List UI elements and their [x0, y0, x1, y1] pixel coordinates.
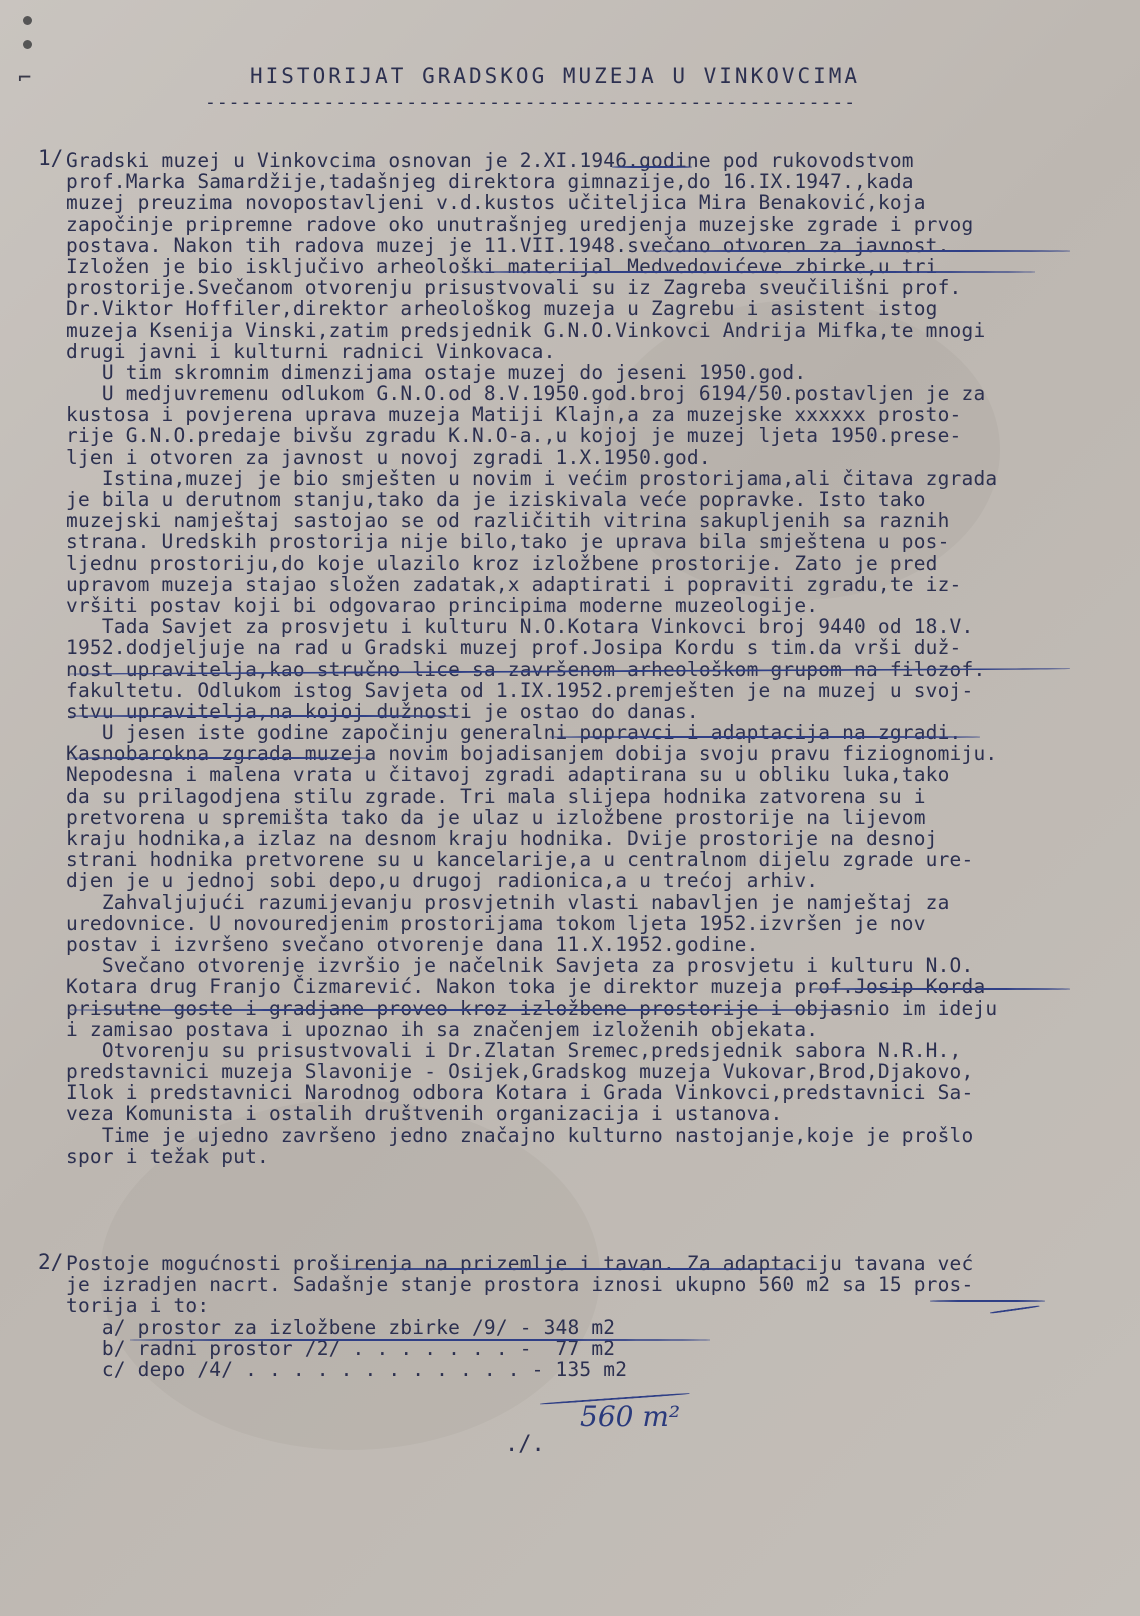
title-underline: ------------------------------------------------------- — [205, 92, 857, 113]
typed-line: Svečano otvorenje izvršio je načelnik Savjeta za prosvjetu i kulturu N.O. — [66, 954, 974, 978]
typed-line: U tim skromnim dimenzijama ostaje muzej do jeseni 1950.god. — [66, 360, 807, 384]
typed-line: muzejski namještaj sastojao se od različitih vitrina sakupljenih sa raznih — [66, 509, 950, 533]
typed-line: fakultetu. Odlukom istog Savjeta od 1.IX.1952.premješten je na muzej u svoj- — [66, 678, 974, 702]
pen-underline — [70, 715, 460, 717]
typed-line: ljen i otvoren za javnost u novoj zgradi 1.X.1950.god. — [66, 445, 711, 469]
document-title: HISTORIJAT GRADSKOG MUZEJA U VINKOVCIMA — [250, 64, 861, 88]
typed-line: ljednu prostoriju,do koje ulazilo kroz izložbene prostorije. Zato je pred — [66, 551, 938, 575]
typed-line: rije G.N.O.predaje bivšu zgradu K.N.O-a.,u kojoj je muzej ljeta 1950.prese- — [66, 424, 962, 448]
section-2-body — [66, 1253, 973, 1317]
pen-underline — [460, 271, 1035, 273]
typed-line: Izložen je bio isključivo arheološki materijal Medvedovićeve zbirke,u tri — [66, 254, 938, 278]
typed-line: pretvorena u spremišta tako da je ulaz u izložbene prostorije na lijevom — [66, 805, 926, 829]
typed-line: veza Komunista i ostalih društvenih organizacija i ustanova. — [66, 1102, 783, 1126]
pen-underline — [990, 1305, 1040, 1314]
space-breakdown-list — [66, 1317, 627, 1381]
typed-line: je izradjen nacrt. Sadašnje stanje prostora iznosi ukupno 560 m2 sa 15 pros- — [66, 1273, 974, 1297]
pen-underline — [810, 988, 1070, 990]
typed-line: nost upravitelja,kao stručno lice sa završenom arheološkom grupom na filozof. — [66, 657, 986, 681]
typed-line: predstavnici muzeja Slavonije - Osijek,Gradskog muzeja Vukovar,Brod,Djakovo, — [66, 1060, 974, 1084]
typed-line: Gradski muzej u Vinkovcima osnovan je 2.XI.1946.godine pod rukovodstvom — [66, 149, 914, 172]
typed-line: Kotara drug Franjo Čizmarević. Nakon toka je direktor muzeja prof.Josip Korda — [66, 975, 986, 999]
punch-hole-icon — [23, 40, 32, 49]
typed-line: započinje pripremne radove oko unutrašnjeg uredjenja muzejske zgrade i prvog — [66, 212, 974, 236]
typed-line: b/ radni prostor /2/ . . . . . . . - 77 m2 — [66, 1337, 616, 1361]
typed-line: Time je ujedno završeno jedno značajno kulturno nastojanje,koje je prošlo — [66, 1123, 974, 1147]
typed-line: U medjuvremenu odlukom G.N.O.od 8.V.1950.god.broj 6194/50.postavljen je za — [66, 382, 986, 406]
typed-line: vršiti postav koji bi odgovarao principima moderne muzeologije. — [66, 593, 819, 617]
typed-line: prof.Marka Samardžije,tadašnjeg direktora gimnazije,do 16.IX.1947.,kada — [66, 170, 914, 194]
pen-underline — [70, 757, 370, 759]
margin-mark: ⌐ — [18, 66, 32, 91]
pen-underline — [612, 166, 692, 168]
typed-line: a/ prostor za izložbene zbirke /9/ - 348 m2 — [66, 1316, 616, 1339]
pen-underline — [930, 1300, 1045, 1302]
pen-underline — [645, 250, 1070, 252]
typed-line: Dr.Viktor Hoffiler,direktor arheološkog muzeja u Zagrebu i asistent istog — [66, 297, 938, 321]
typed-line: upravom muzeja stajao složen zadatak,x adaptirati i popraviti zgradu,te iz- — [66, 572, 962, 596]
typed-line: je bila u derutnom stanju,tako da je iziskivala veće popravke. Isto tako — [66, 488, 926, 511]
typed-line: strani hodnika pretvorene su u kancelarije,a u centralnom dijelu zgrade ure- — [66, 848, 974, 872]
typed-line: Tada Savjet za prosvjetu i kulturu N.O.Kotara Vinkovci broj 9440 od 18.V. — [66, 615, 974, 639]
handwritten-total: 560 m² — [580, 1400, 681, 1433]
section-1-body — [66, 150, 997, 1167]
typed-line: i zamisao postava i upoznao ih sa značenjem izloženih objekata. — [66, 1017, 819, 1041]
typed-line: uredovnice. U novouredjenim prostorijama tokom ljeta 1952.izvršen je nov — [66, 911, 926, 935]
section-number-2: 2/ — [38, 1250, 64, 1274]
typed-line: Nepodesna i malena vrata u čitavoj zgradi adaptirana su u obliku luka,tako — [66, 763, 950, 787]
typed-line: stvu upravitelja,na kojoj dužnosti je ostao do danas. — [66, 699, 699, 723]
typed-line: Otvorenju su prisustvovali i Dr.Zlatan Sremec,predsjednik sabora N.R.H., — [66, 1038, 962, 1062]
typed-line: postava. Nakon tih radova muzej je 11.VII.1948.svečano otvoren za javnost. — [66, 233, 950, 257]
typed-line: 1952.dodjeljuje na rad u Gradski muzej prof.Josipa Kordu s tim.da vrši duž- — [66, 636, 962, 660]
typed-line: djen je u jednoj sobi depo,u drugoj radionica,a u trećoj arhiv. — [66, 869, 819, 893]
typed-line: kraju hodnika,a izlaz na desnom kraju hodnika. Dvije prostorije na desnoj — [66, 827, 938, 850]
typed-line: da su prilagodjena stilu zgrade. Tri mala slijepa hodnika zatvorena su i — [66, 784, 926, 808]
typed-line: c/ depo /4/ . . . . . . . . . . . . - 135 m2 — [66, 1358, 628, 1382]
typed-line: postav i izvršeno svečano otvorenje dana 11.X.1952.godine. — [66, 932, 759, 956]
typed-line: Istina,muzej je bio smješten u novim i većim prostorijama,ali čitava zgrada — [66, 466, 998, 490]
pen-underline — [70, 1009, 860, 1011]
typed-line: muzeja Ksenija Vinski,zatim predsjednik G.N.O.Vinkovci Andrija Mifka,te mnogi — [66, 318, 986, 342]
typed-line: Kasnobarokna zgrada muzeja novim bojadisanjem dobija svoju pravu fiziognomiju. — [66, 742, 998, 766]
pen-underline — [550, 736, 980, 738]
typed-line: prisutne goste i gradjane proveo kroz izložbene prostorije i objasnio im ideju — [66, 996, 998, 1020]
typed-line: drugi javni i kulturni radnici Vinkovaca. — [66, 339, 556, 363]
typed-line: strana. Uredskih prostorija nije bilo,tako je uprava bila smještena u pos- — [66, 530, 950, 554]
typed-line: Postoje mogućnosti proširenja na prizemlje i tavan. Za adaptaciju tavana već — [66, 1252, 974, 1275]
end-mark: ./. — [505, 1432, 545, 1457]
typed-line: prostorije.Svečanom otvorenju prisustvovali su iz Zagreba sveučilišni prof. — [66, 276, 962, 300]
pen-underline — [130, 1339, 710, 1341]
typed-line: U jesen iste godine započinju generalni popravci i adaptacija na zgradi. — [66, 721, 962, 745]
pen-underline — [330, 1268, 810, 1270]
typed-line: torija i to: — [66, 1294, 210, 1318]
section-number-1: 1/ — [38, 146, 64, 170]
typed-line: kustosa i povjerena uprava muzeja Matiji Klajn,a za muzejske xxxxxx prosto- — [66, 403, 962, 427]
typed-line: Zahvaljujući razumijevanju prosvjetnih vlasti nabavljen je namještaj za — [66, 890, 950, 914]
typed-line: spor i težak put. — [66, 1144, 269, 1168]
typed-line: Ilok i predstavnici Narodnog odbora Kotara i Grada Vinkovci,predstavnici Sa- — [66, 1081, 974, 1105]
typed-line: muzej preuzima novopostavljeni v.d.kustos učiteljica Mira Benaković,koja — [66, 191, 926, 215]
punch-hole-icon — [23, 16, 32, 25]
